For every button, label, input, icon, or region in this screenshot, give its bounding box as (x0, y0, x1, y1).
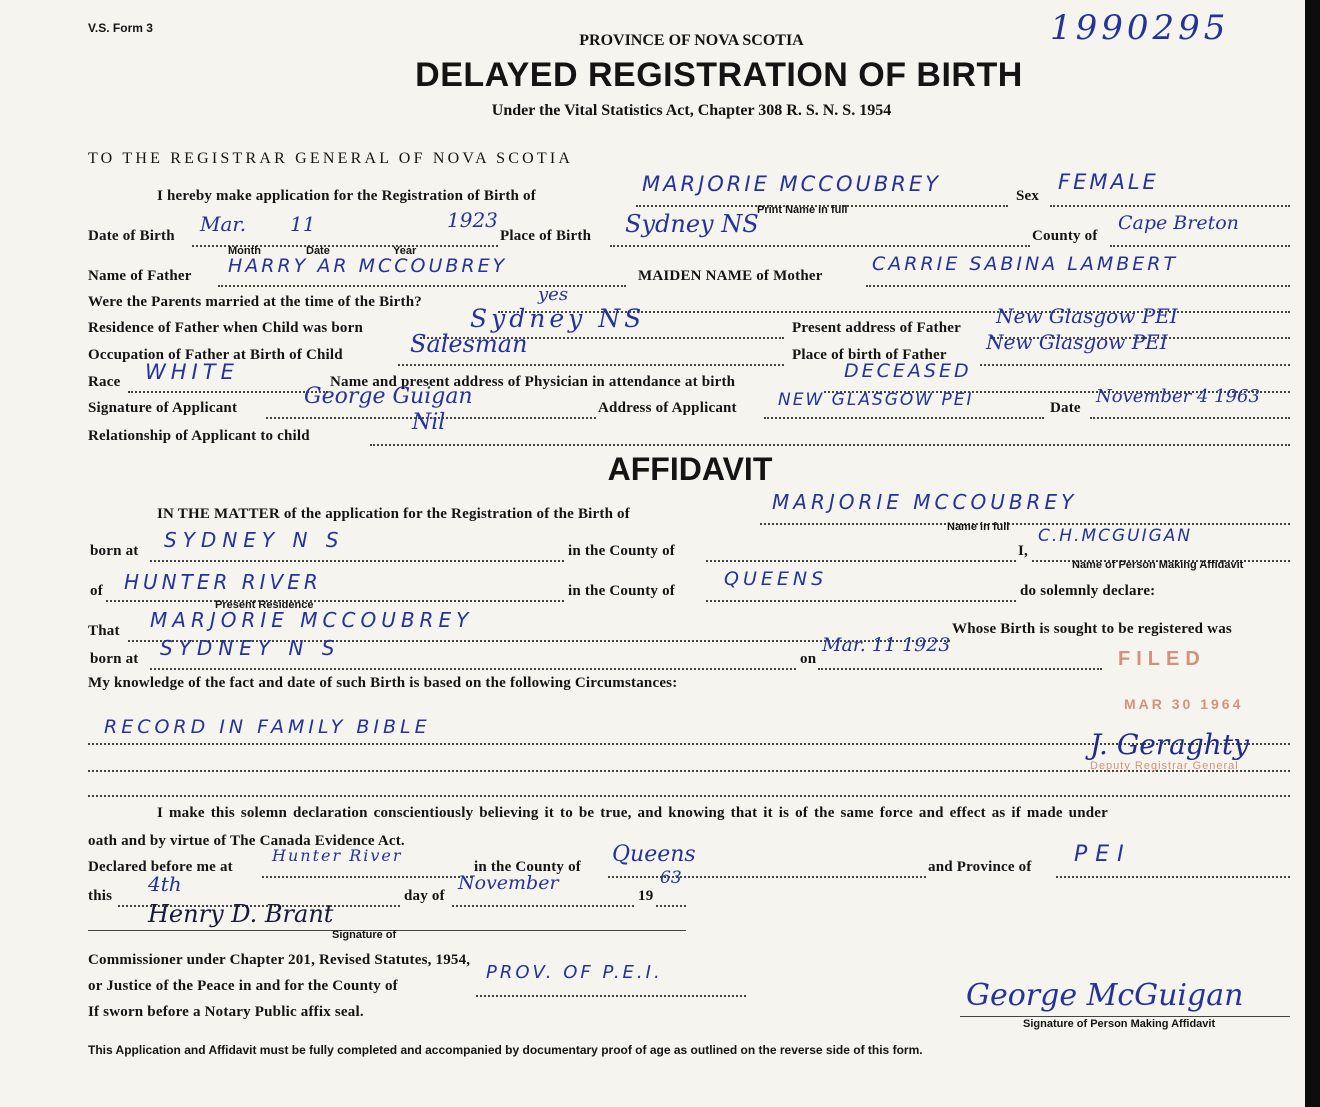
notary-line: If sworn before a Notary Public affix seal. (88, 1004, 364, 1020)
born-at-value-2: SYDNEY N S (160, 636, 341, 660)
relationship-value: Nil (412, 410, 446, 435)
affiant-signature: George McGuigan (966, 978, 1244, 1013)
knowledge-label: My knowledge of the fact and date of such Birth is based on the following Circumstances: (88, 675, 678, 691)
dob-year: 1923 (447, 208, 498, 232)
sex-label: Sex (1016, 188, 1040, 204)
that-label: That (88, 623, 120, 639)
of-label: of (90, 583, 103, 599)
father-present-address-label: Present address of Father (792, 320, 962, 336)
registrar-signature: J. Geraghty (1090, 728, 1249, 761)
declared-province: PEI (1074, 842, 1132, 867)
day-value: 4th (148, 872, 182, 896)
sex-value: FEMALE (1058, 170, 1159, 194)
application-date: November 4 1963 (1096, 386, 1260, 407)
mother-maiden: CARRIE SABINA LAMBERT (872, 253, 1179, 275)
signature-of-label: Signature of (332, 929, 397, 941)
father-occupation: Salesman (410, 330, 528, 358)
father-residence: Sydney NS (470, 304, 646, 333)
father-residence-label: Residence of Father when Child was born (88, 320, 364, 336)
relationship-label: Relationship of Applicant to child (88, 428, 310, 444)
affiant-name: C.H.MCGUIGAN (1038, 526, 1193, 546)
born-at-value: SYDNEY N S (164, 528, 345, 552)
affidavit-child-name: MARJORIE MCCOUBREY (772, 490, 1078, 514)
day-of-label: day of (404, 888, 445, 904)
declare-label: do solemnly declare: (1020, 583, 1156, 599)
child-name: MARJORIE MCCOUBREY (642, 172, 941, 196)
year-suffix: 63 (660, 868, 682, 888)
physician-value: DECEASED (844, 360, 972, 382)
mother-maiden-label: MAIDEN NAME of Mother (638, 268, 823, 284)
name-in-full-hint: Name in full (947, 521, 1010, 533)
county-label: County of (1032, 228, 1098, 244)
justice-county: PROV. OF P.E.I. (486, 962, 663, 983)
married-label: Were the Parents married at the time of the Birth? (88, 294, 422, 310)
declared-at: Hunter River (272, 846, 403, 865)
date-field-label: Date (1050, 400, 1081, 416)
father-name-label: Name of Father (88, 268, 192, 284)
date-label: Date (306, 245, 330, 257)
born-at-label-2: born at (90, 651, 139, 667)
place-of-birth-label: Place of Birth (500, 228, 592, 244)
filed-stamp: FILED (1118, 648, 1206, 670)
applicant-signature: George Guigan (304, 384, 473, 409)
affidavit-heading: AFFIDAVIT (607, 451, 773, 487)
affiant-name-hint: Name of Person Making Affidavit (1072, 559, 1244, 571)
month-value: November (458, 872, 559, 894)
father-birthplace-label: Place of birth of Father (792, 347, 947, 363)
father-present-address: New Glasgow PEI (996, 304, 1178, 328)
subtitle: Under the Vital Statistics Act, Chapter 308 R. S. N. S. 1954 (491, 102, 892, 119)
circumstances: RECORD IN FAMILY BIBLE (104, 716, 431, 738)
matter-label: IN THE MATTER of the application for the Registration of the Birth of (157, 506, 630, 522)
race-label: Race (88, 374, 121, 390)
declaration-line-1: I make this solemn declaration conscientiously believing it to be true, and knowing that it is of the same force and effect as if made under (157, 805, 1109, 821)
affiant-signature-label: Signature of Person Making Affidavit (1023, 1018, 1216, 1030)
commissioner-line: Commissioner under Chapter 201, Revised Statutes, 1954, (88, 952, 471, 968)
declared-label: Declared before me at (88, 859, 233, 875)
residence-county: QUEENS (724, 568, 828, 590)
addressee: TO THE REGISTRAR GENERAL OF NOVA SCOTIA (88, 150, 574, 167)
declared-county: Queens (612, 842, 696, 867)
i-label: I, (1018, 543, 1028, 559)
justice-line: or Justice of the Peace in and for the County of (88, 978, 398, 994)
declared-county-label: in the County of (474, 859, 581, 875)
residence-county-label: in the County of (568, 583, 675, 599)
file-number: 1990295 (1050, 8, 1230, 48)
father-occupation-label: Occupation of Father at Birth of Child (88, 347, 343, 363)
declaration-line-2: oath and by virtue of The Canada Evidence Act. (88, 833, 405, 849)
year-prefix: 19 (638, 888, 654, 904)
on-label: on (800, 651, 817, 667)
commissioner-signature: Henry D. Brant (148, 900, 334, 928)
father-birthplace: New Glasgow PEI (986, 330, 1168, 354)
dob-month: Mar. (200, 212, 247, 236)
that-name: MARJORIE MCCOUBREY (150, 608, 474, 632)
in-county-label: in the County of (568, 543, 675, 559)
province-label: and Province of (928, 859, 1032, 875)
footer-note: This Application and Affidavit must be fully completed and accompanied by documentary proof of age as outlined on the reverse side of this form. (88, 1043, 923, 1057)
father-name: HARRY AR MCCOUBREY (228, 255, 508, 277)
county-value: Cape Breton (1118, 212, 1239, 234)
married-value: yes (538, 284, 569, 305)
page-title: DELAYED REGISTRATION OF BIRTH (415, 56, 1023, 94)
registrar-title: Deputy Registrar General (1090, 760, 1239, 772)
applicant-address-label: Address of Applicant (598, 400, 737, 416)
this-label: this (88, 888, 113, 904)
province-heading: PROVINCE OF NOVA SCOTIA (579, 32, 804, 49)
scan-edge (1305, 0, 1320, 1107)
print-name-hint: Print Name in full (757, 204, 848, 216)
applicant-address: NEW GLASGOW PEI (778, 390, 974, 410)
on-date: Mar. 11 1923 (822, 634, 951, 656)
dob-day: 11 (290, 212, 316, 236)
intro-label: I hereby make application for the Registration of Birth of (157, 188, 536, 204)
applicant-signature-label: Signature of Applicant (88, 400, 238, 416)
year-label: Year (393, 245, 417, 257)
filed-date: MAR 30 1964 (1124, 696, 1244, 712)
race-value: WHITE (145, 360, 239, 384)
form-number: V.S. Form 3 (88, 21, 153, 35)
place-of-birth: Sydney NS (625, 210, 759, 238)
dob-label: Date of Birth (88, 228, 175, 244)
residence-value: HUNTER RIVER (124, 570, 322, 594)
whose-birth-label: Whose Birth is sought to be registered was (952, 621, 1232, 637)
present-residence-hint: Present Residence (215, 599, 314, 611)
month-label: Month (228, 245, 261, 257)
born-at-label: born at (90, 543, 139, 559)
physician-label: Name and present address of Physician in attendance at birth (330, 374, 736, 390)
